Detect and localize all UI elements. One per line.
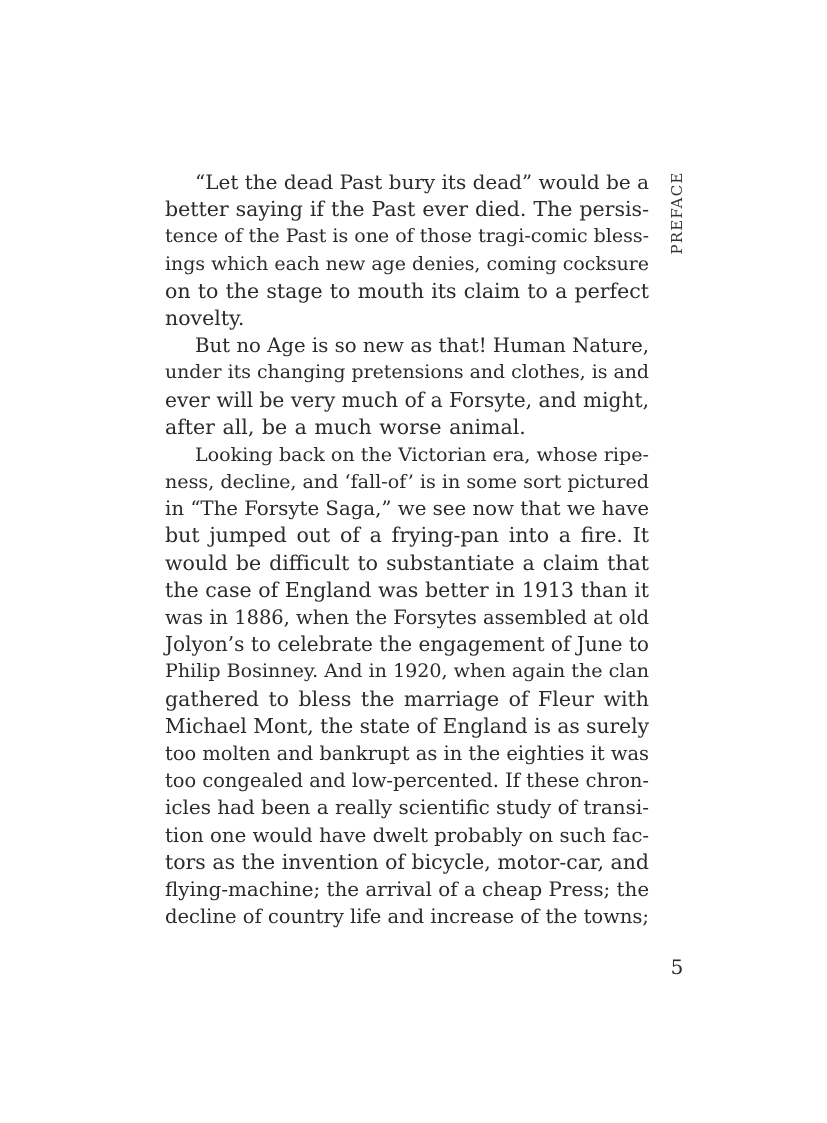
paragraph-2 [165, 332, 649, 441]
text-line: tence of the Past is one of those tragi-comic bless- [165, 225, 650, 248]
text-line: Looking back on the Victorian era, whose ripe- [195, 442, 649, 466]
text-line: on to the stage to mouth its claim to a perfect [165, 278, 649, 303]
text-line: too congealed and low-percented. If these chron- [165, 769, 649, 793]
text-line: icles had been a really scientific study of transi- [165, 795, 649, 820]
text-line: decline of country life and increase of the towns; [165, 905, 649, 929]
text-line: tors as the invention of bicycle, motor-car, and [165, 849, 649, 874]
text-line: Michael Mont, the state of England is as surely [165, 713, 649, 738]
text-line: the case of England was better in 1913 than it [165, 577, 649, 602]
body-text [165, 169, 649, 930]
text-line: was in 1886, when the Forsytes assembled at old [165, 606, 649, 629]
text-line: “Let the dead Past bury its dead” would be a [195, 170, 649, 194]
text-line: under its changing pretensions and clothes, is and [165, 361, 649, 384]
text-line: too molten and bankrupt as in the eighties it was [165, 741, 649, 765]
running-head [666, 172, 688, 254]
text-line: tion one would have dwelt probably on such fac- [165, 823, 649, 847]
paragraph-3 [165, 441, 649, 930]
page-number: 5 [670, 955, 684, 979]
text-line: novelty. [165, 305, 245, 330]
text-line: ings which each new age denies, coming cocksure [165, 252, 649, 275]
text-line: in “The Forsyte Saga,” we see now that we have [165, 497, 650, 521]
running-head-label: PREFACE [668, 171, 686, 255]
text-line: flying-machine; the arrival of a cheap Press; the [165, 877, 650, 901]
text-line: Philip Bosinney. And in 1920, when again the clan [165, 660, 649, 683]
paragraph-1 [165, 169, 649, 332]
text-line: ever will be very much of a Forsyte, and might, [165, 387, 649, 412]
text-line: would be difficult to substantiate a claim that [165, 550, 649, 575]
text-line: Jolyon’s to celebrate the engagement of June to [165, 632, 649, 657]
text-line: after all, be a much worse animal. [165, 414, 526, 439]
text-line: ness, decline, and ‘fall-of’ is in some sort pictured [165, 470, 649, 494]
text-line: better saying if the Past ever died. The persis- [165, 197, 649, 222]
text-line: but jumped out of a frying-pan into a fire. It [165, 523, 649, 548]
text-line: But no Age is so new as that! Human Nature, [195, 334, 649, 358]
text-line: gathered to bless the marriage of Fleur with [165, 686, 649, 711]
